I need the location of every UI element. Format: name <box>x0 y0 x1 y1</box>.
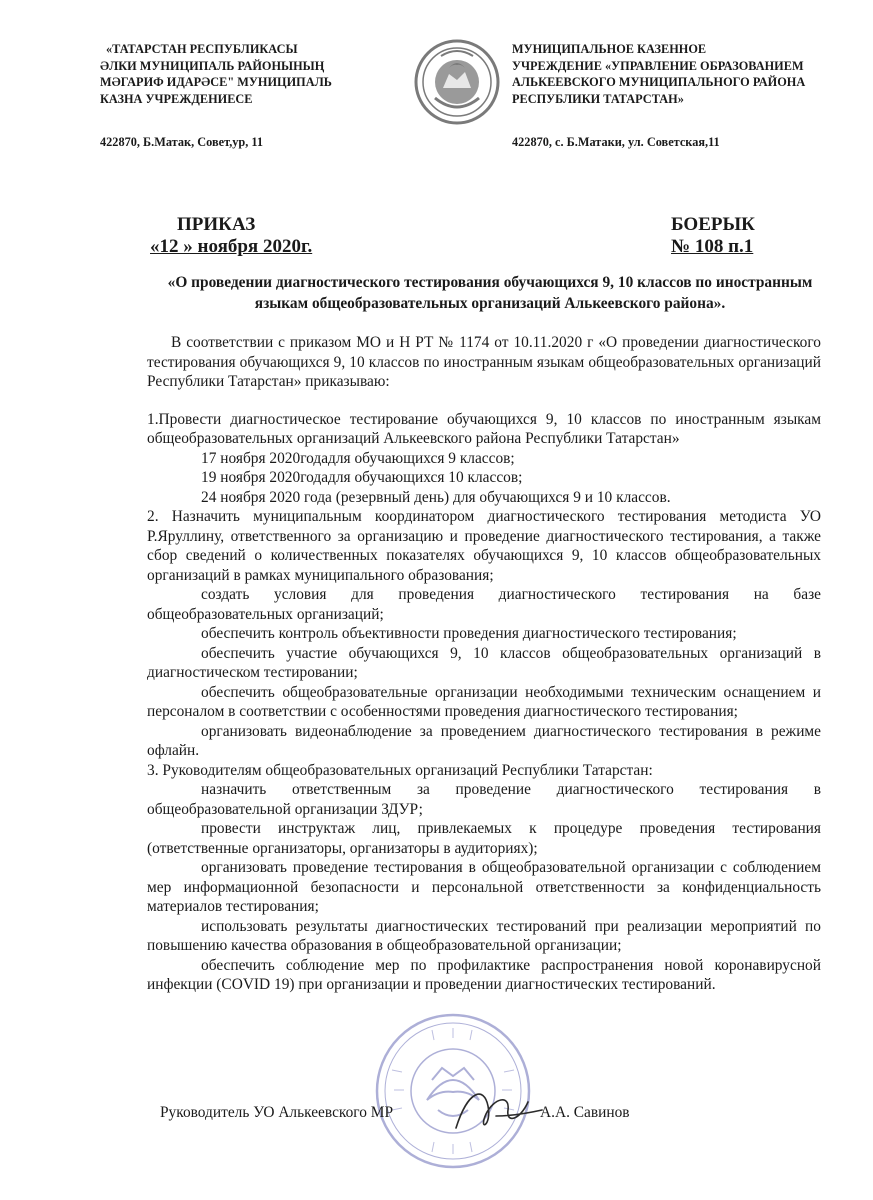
preamble: В соответствии с приказом МО и Н РТ № 1174 от 10.11.2020 г «О проведении диагностического тестирования обучающихся 9, 10 классов по иностранным языкам общеобразовательных организаций Республики Татарстан» приказываю: <box>147 334 821 390</box>
item-3-subitem: использовать результаты диагностических тестирований при реализации мероприятий по повышению качества образования в общеобразовательной организации; <box>147 917 821 954</box>
item-3-subitem: организовать проведение тестирования в общеобразовательной организации с соблюдением мер информационной безопасности и персональной ответственности за конфиденциальность материалов тестирования; <box>147 859 821 915</box>
header-right-line: МУНИЦИПАЛЬНОЕ КАЗЕННОЕ <box>512 42 707 56</box>
header-right-line: АЛЬКЕЕВСКОГО МУНИЦИПАЛЬНОГО РАЙОНА <box>512 75 806 89</box>
header-left-line: ӘЛКИ МУНИЦИПАЛЬ РАЙОНЫНЫҢ <box>100 58 325 73</box>
item-2-subitem: создать условия для проведения диагностического тестирования на базе общеобразовательных организаций; <box>147 586 821 623</box>
item-3-subitem: назначить ответственным за проведение диагностического тестирования в общеобразовательной организации ЗДУР; <box>147 781 821 818</box>
item-2-subitem: обеспечить контроль объективности проведения диагностического тестирования; <box>201 625 737 642</box>
item-1-date: 19 ноября 2020годадля обучающихся 10 классов; <box>201 469 523 486</box>
order-title-ru: ПРИКАЗ <box>177 214 256 235</box>
spacer <box>147 392 821 410</box>
item-3-subitem: обеспечить соблюдение мер по профилактике распространения новой коронавирусной инфекции (COVID 19) при организации и проведении диагностических тестирований. <box>147 956 821 993</box>
header-left-line: МӘГАРИФ ИДАРӘСЕ" МУНИЦИПАЛЬ <box>100 75 332 89</box>
order-number: № 108 п.1 <box>671 236 754 257</box>
tatarstan-emblem-icon <box>413 38 501 126</box>
item-2: 2. Назначить муниципальным координатором диагностического тестирования методиста УО Р.Яруллину, ответственного за организацию и проведение диагностического тестирования, а также сбор сведений о количественных показателях обучающихся 9, 10 классов общеобразовательных организаций в рамках муниципального образования; <box>147 508 821 584</box>
item-3: 3. Руководителям общеобразовательных организаций Республики Татарстан: <box>147 761 653 779</box>
header-right-line: УЧРЕЖДЕНИЕ «УПРАВЛЕНИЕ ОБРАЗОВАНИЕМ <box>512 58 804 73</box>
item-1-date: 24 ноября 2020 года (резервный день) для обучающихся 9 и 10 классов. <box>201 488 671 506</box>
header-right-line: РЕСПУБЛИКИ ТАТАРСТАН» <box>512 91 684 106</box>
signer-name: А.А. Савинов <box>540 1104 630 1121</box>
header-right-org <box>512 41 842 107</box>
item-1-date: 17 ноября 2020годадля обучающихся 9 классов; <box>201 449 515 467</box>
item-2-subitem: обеспечить общеобразовательные организации необходимыми техническим оснащением и персоналом в соответствии с особенностями проведения диагностического тестирования; <box>147 683 821 720</box>
signer-role: Руководитель УО Алькеевского МР <box>160 1104 394 1121</box>
item-2-subitem: обеспечить участие обучающихся 9, 10 классов общеобразовательных организаций в диагностическом тестировании; <box>147 644 821 681</box>
item-3-subitem: провести инструктаж лиц, привлекаемых к процедуре проведения тестирования (ответственные организаторы, организаторы в аудиториях); <box>147 820 821 857</box>
order-subject: «О проведении диагностического тестирования обучающихся 9, 10 классов по иностранным языкам общеобразовательных организаций Алькеевского района». <box>167 274 813 312</box>
order-body <box>147 333 821 995</box>
right-address: 422870, с. Б.Матаки, ул. Советская,11 <box>512 135 720 149</box>
signature-icon <box>448 1080 548 1138</box>
order-date: «12 » ноября 2020г. <box>150 236 313 257</box>
header-left-line: «ТАТАРСТАН РЕСПУБЛИКАСЫ <box>106 42 298 56</box>
item-1: 1.Провести диагностическое тестирование обучающихся 9, 10 классов по иностранным языкам общеобразовательных организаций Алькеевского района Республики Татарстан» <box>147 410 821 447</box>
order-title-tt: БОЕРЫК <box>671 214 755 235</box>
header-left-line: КАЗНА УЧРЕЖДЕНИЕСЕ <box>100 91 253 106</box>
header-left-org <box>100 41 375 107</box>
left-address: 422870, Б.Матак, Совет,ур, 11 <box>100 135 264 149</box>
item-2-subitem: организовать видеонаблюдение за проведением диагностического тестирования в режиме офлайн. <box>147 722 821 759</box>
